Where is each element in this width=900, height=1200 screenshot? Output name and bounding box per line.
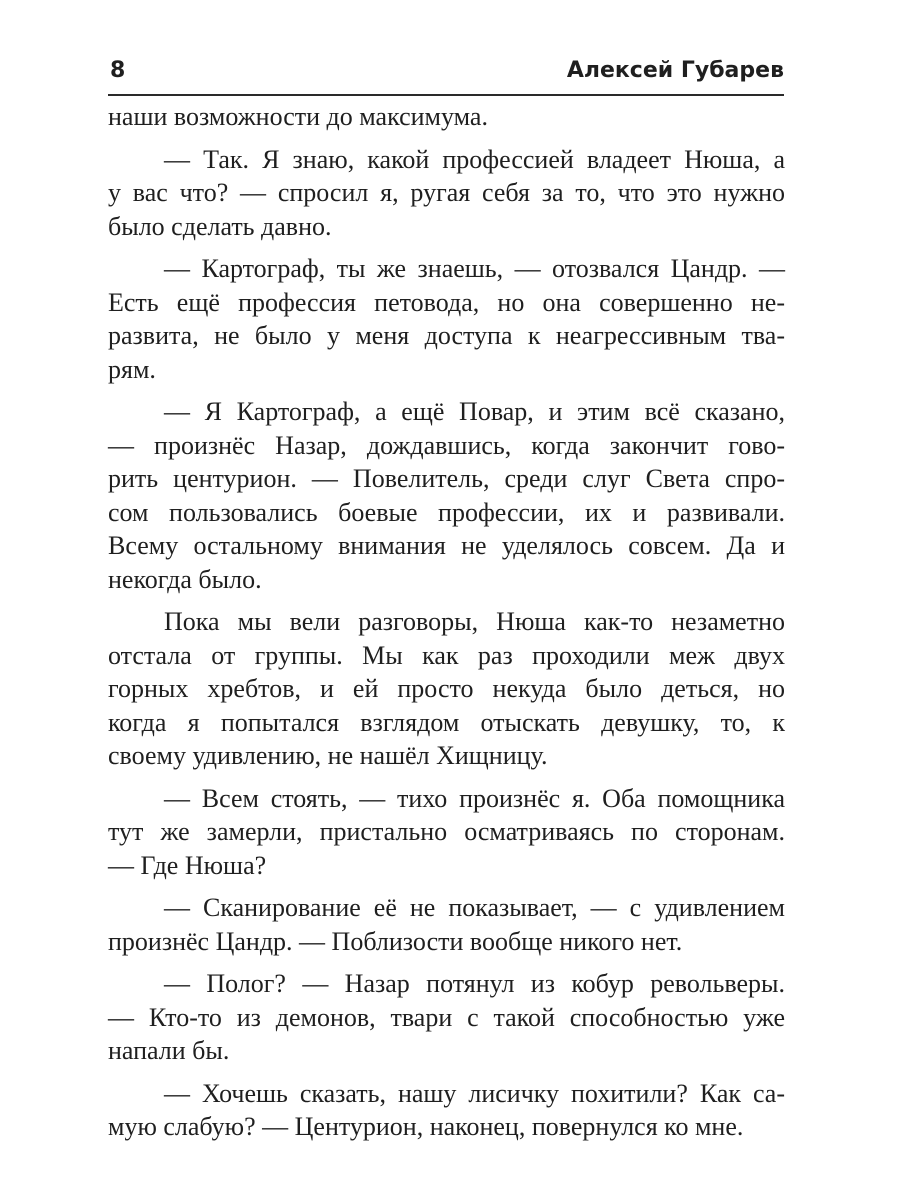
paragraph xyxy=(108,891,785,958)
text-line: рям. xyxy=(108,354,156,384)
paragraph xyxy=(108,1077,785,1144)
text-line: — Кто-то из демонов, твари с такой способностью уже xyxy=(108,1002,785,1032)
text-line: — Так. Я знаю, какой профессией владеет Нюша, а xyxy=(164,144,785,174)
paragraph xyxy=(108,967,785,1068)
page-body xyxy=(108,100,785,1153)
paragraph xyxy=(108,605,785,773)
text-line: Пока мы вели разговоры, Нюша как-то незаметно xyxy=(164,607,785,636)
text-line: сом пользовались боевые профессии, их и развивали. xyxy=(108,497,785,527)
text-line: — произнёс Назар, дождавшись, когда закончит гово- xyxy=(108,430,785,460)
text-line: было сделать давно. xyxy=(108,211,332,241)
text-line: — Хочешь сказать, нашу лисичку похитили? Как са- xyxy=(164,1078,785,1108)
text-line: — Я Картограф, а ещё Повар, и этим всё сказано, xyxy=(164,397,785,426)
text-line: рить центурион. — Повелитель, среди слуг Света спро- xyxy=(108,464,785,493)
paragraph xyxy=(108,782,785,883)
page-number: 8 xyxy=(110,58,126,83)
text-line: Всему остальному внимания не уделялось совсем. Да и xyxy=(108,531,785,560)
paragraph xyxy=(108,252,785,386)
text-line: развита, не было у меня доступа к неагрессивным тва- xyxy=(108,321,785,350)
text-line: — Сканирование её не показывает, — с удивлением xyxy=(164,893,785,922)
text-line: — Полог? — Назар потянул из кобур револьверы. xyxy=(164,969,785,998)
paragraph xyxy=(108,100,785,134)
running-header-author: Алексей Губарев xyxy=(566,58,784,83)
text-line: горных хребтов, и ей просто некуда было деться, но xyxy=(108,674,785,703)
text-line: отстала от группы. Мы как раз проходили меж двух xyxy=(108,640,785,670)
text-line: — Картограф, ты же знаешь, — отозвался Цандр. — xyxy=(164,254,785,283)
text-line: — Где Нюша? xyxy=(108,850,267,880)
text-line: тут же замерли, пристально осматриваясь по сторонам. xyxy=(108,817,785,846)
paragraph xyxy=(108,395,785,596)
text-line: когда я попытался взглядом отыскать девушку, то, к xyxy=(108,707,785,737)
text-line: напали бы. xyxy=(108,1036,230,1065)
text-line: своему удивлению, не нашёл Хищницу. xyxy=(108,741,548,770)
text-line: у вас что? — спросил я, ругая себя за то, что это нужно xyxy=(108,178,785,207)
text-line: произнёс Цандр. — Поблизости вообще никого нет. xyxy=(108,926,683,956)
paragraph xyxy=(108,143,785,244)
text-line: — Всем стоять, — тихо произнёс я. Оба помощника xyxy=(164,783,785,813)
running-header xyxy=(108,56,784,96)
text-line: Есть ещё профессия петовода, но она совершенно не- xyxy=(108,287,785,317)
text-line: мую слабую? — Центурион, наконец, повернулся ко мне. xyxy=(108,1112,744,1141)
text-line: некогда было. xyxy=(108,564,262,594)
text-line: наши возможности до максимума. xyxy=(108,102,488,131)
